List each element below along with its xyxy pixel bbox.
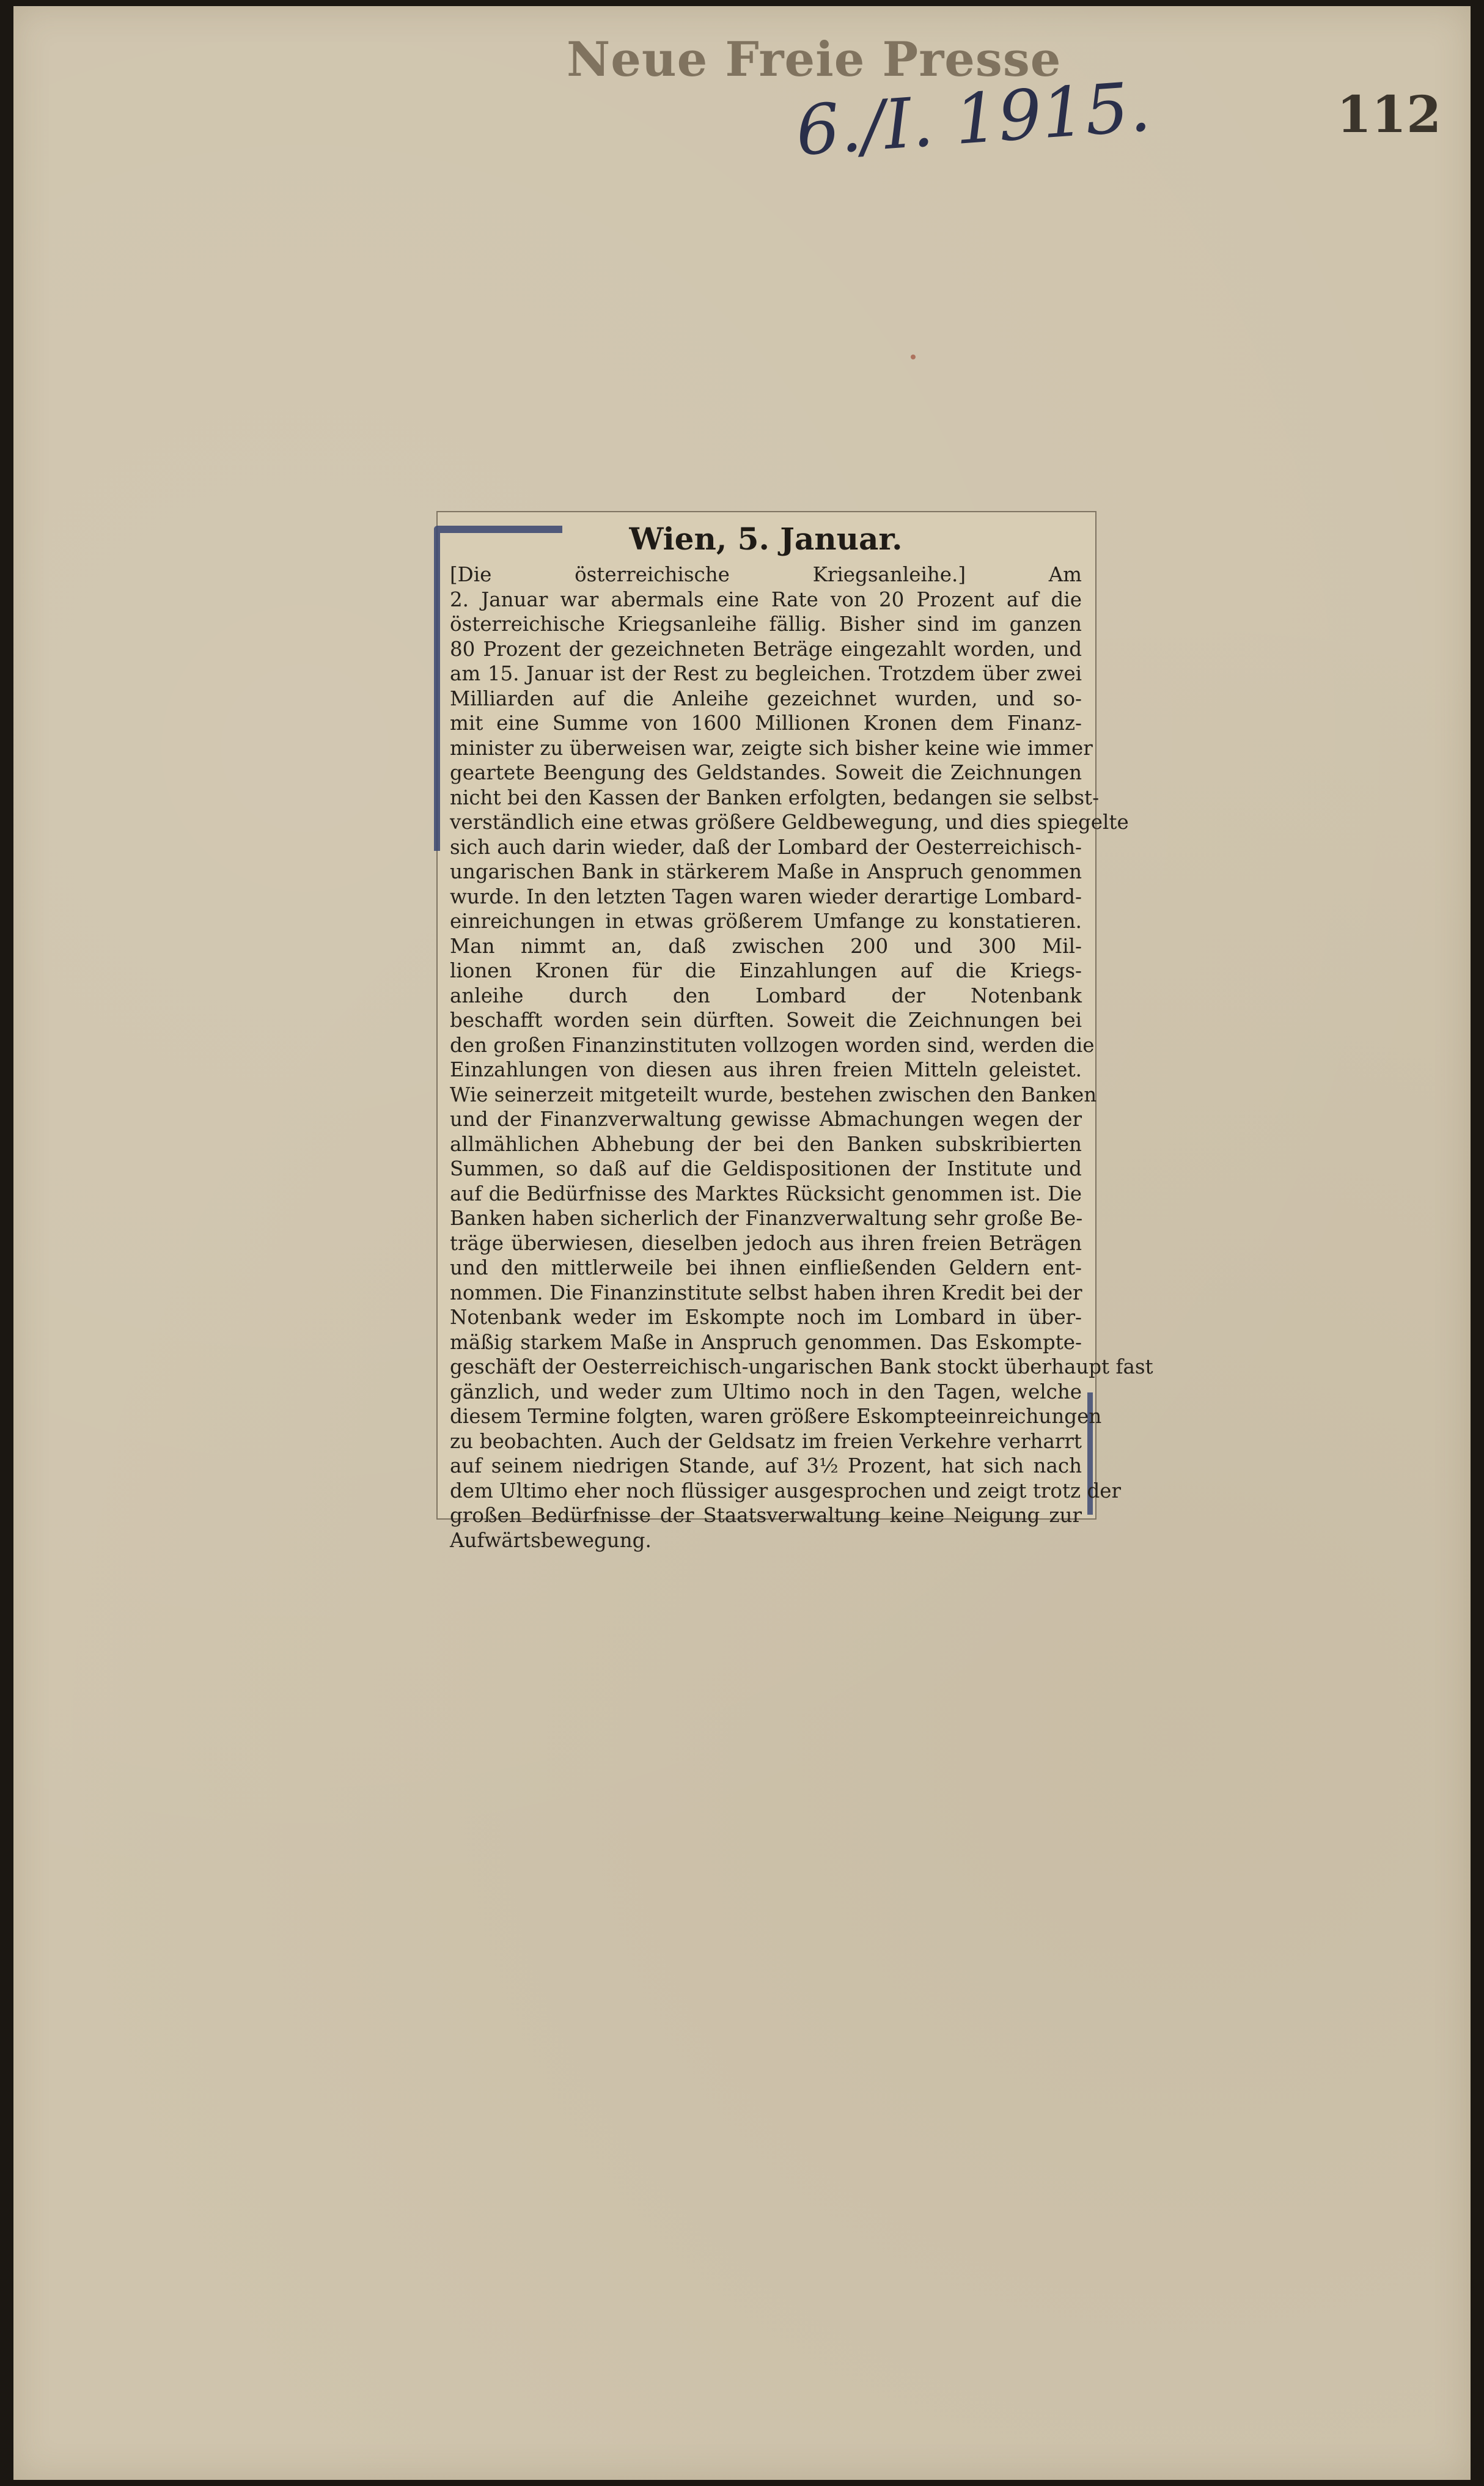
article-line: Milliarden auf die Anleihe gezeichnet wurden, und so- (450, 686, 1082, 710)
article-line: Banken haben sicherlich der Finanzverwaltung sehr große Be- (450, 1207, 1083, 1230)
newspaper-clipping (436, 511, 1153, 1552)
article-line: Man nimmt an, daß zwischen 200 und 300 Mil- (450, 934, 1082, 958)
article-line: mit eine Summe von 1600 Millionen Kronen dem Finanz- (450, 712, 1082, 735)
clipping-content (450, 521, 1153, 1552)
article-line: gänzlich, und weder zum Ultimo noch in den Tagen, welche (450, 1380, 1082, 1403)
article-line: 2. Januar war abermals eine Rate von 20 Prozent auf die (450, 587, 1082, 611)
article-line: nicht bei den Kassen der Banken erfolgten, bedangen sie selbst- (450, 785, 1100, 809)
article-line: wurde. In den letzten Tagen waren wieder derartige Lombard- (450, 884, 1082, 908)
article-line: den großen Finanzinstituten vollzogen worden sind, werden die (450, 1033, 1095, 1057)
article-line: 80 Prozent der gezeichneten Beträge eingezahlt worden, und (450, 637, 1082, 661)
article-line: träge überwiesen, dieselben jedoch aus ihren freien Beträgen (450, 1231, 1082, 1255)
article-line: mäßig starkem Maße in Anspruch genommen. Das Eskompte- (450, 1330, 1082, 1354)
page-number: 112 (1337, 86, 1442, 144)
article-line: Aufwärtsbewegung. (450, 1528, 652, 1552)
article-line: allmählichen Abhebung der bei den Banken subskribierten (450, 1132, 1082, 1156)
article-line: Wie seinerzeit mitgeteilt wurde, bestehen zwischen den Banken (450, 1083, 1097, 1106)
article-line: Notenbank weder im Eskompte noch im Lombard in über- (450, 1306, 1082, 1329)
article-line: dem Ultimo eher noch flüssiger ausgesprochen und zeigt trotz der (450, 1479, 1122, 1502)
article-body (450, 562, 1153, 1553)
article-line: sich auch darin wieder, daß der Lombard der Oesterreichisch- (450, 835, 1082, 859)
article-line: ungarischen Bank in stärkerem Maße in Anspruch genommen (450, 860, 1082, 883)
newspaper-stamp: Neue Freie Presse (567, 32, 1062, 87)
ink-speck (911, 355, 916, 359)
article-line: auf seinem niedrigen Stande, auf 3½ Prozent, hat sich nach (450, 1454, 1082, 1477)
article-line: großen Bedürfnisse der Staatsverwaltung keine Neigung zur (450, 1504, 1082, 1527)
handwritten-date: 6./I. 1915. (793, 67, 1153, 172)
article-line: und den mittlerweile bei ihnen einfließenden Geldern ent- (450, 1256, 1082, 1279)
article-line: am 15. Januar ist der Rest zu begleichen. Trotzdem über zwei (450, 662, 1082, 685)
article-line: diesem Termine folgten, waren größere Eskompteeinreichungen (450, 1405, 1102, 1428)
article-line: beschafft worden sein dürften. Soweit die Zeichnungen bei (450, 1009, 1082, 1032)
article-line: österreichische Kriegsanleihe fällig. Bisher sind im ganzen (450, 612, 1082, 636)
archive-sheet (13, 6, 1471, 2480)
article-line: einreichungen in etwas größerem Umfange zu konstatieren. (450, 910, 1082, 933)
article-line: lionen Kronen für die Einzahlungen auf die Kriegs- (450, 959, 1082, 982)
article-line: und der Finanzverwaltung gewisse Abmachungen wegen der (450, 1108, 1082, 1131)
article-line: geartete Beengung des Geldstandes. Soweit die Zeichnungen (450, 761, 1082, 784)
article-line: nommen. Die Finanzinstitute selbst haben ihren Kredit bei der (450, 1281, 1082, 1304)
article-line: Summen, so daß auf die Geldispositionen der Institute und (450, 1157, 1082, 1180)
article-headline: Wien, 5. Januar. (629, 521, 903, 557)
article-line: verständlich eine etwas größere Geldbewegung, und dies spiegelte (450, 811, 1129, 834)
article-line: auf die Bedürfnisse des Marktes Rücksicht genommen ist. Die (450, 1182, 1082, 1205)
article-line: [Die österreichische Kriegsanleihe.] Am (450, 563, 1082, 586)
article-line: anleihe durch den Lombard der Notenbank (450, 984, 1082, 1007)
article-line: zu beobachten. Auch der Geldsatz im freien Verkehre verharrt (450, 1429, 1082, 1453)
article-line: Einzahlungen von diesen aus ihren freien Mitteln geleistet. (450, 1058, 1082, 1081)
article-line: minister zu überweisen war, zeigte sich bisher keine wie immer (450, 736, 1093, 760)
article-line: geschäft der Oesterreichisch-ungarischen Bank stockt überhaupt fast (450, 1355, 1153, 1378)
